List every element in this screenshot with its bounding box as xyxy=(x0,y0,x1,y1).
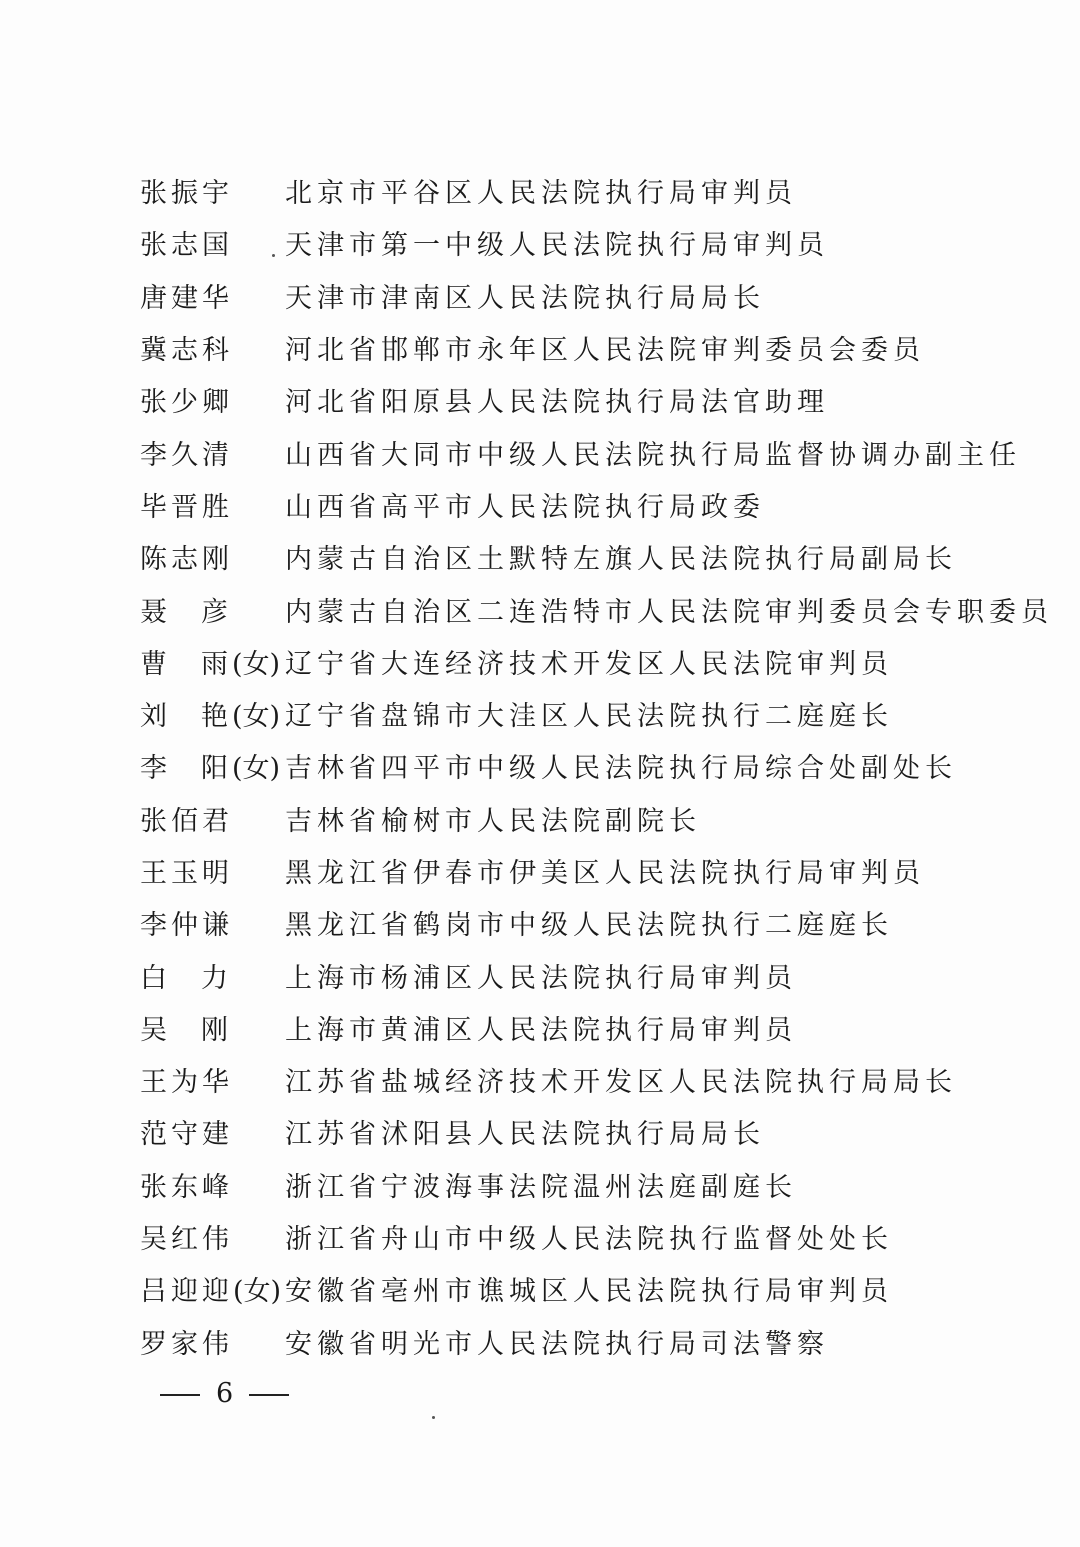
name-given: 刘 xyxy=(140,701,171,733)
list-item xyxy=(140,586,1053,638)
person-role: 上海市杨浦区人民法院执行局审判员 xyxy=(285,962,797,994)
list-item xyxy=(140,377,1040,429)
person-name xyxy=(140,639,285,691)
person-name xyxy=(140,1266,285,1318)
person-role: 安徽省明光市人民法院执行局司法警察 xyxy=(285,1328,829,1360)
person-role: 黑龙江省鹤岗市中级人民法院执行二庭庭长 xyxy=(285,910,893,942)
person-name xyxy=(140,587,285,639)
name-family: 雨 xyxy=(201,648,232,680)
list-item xyxy=(140,429,1040,481)
person-name: 王玉明 xyxy=(140,858,233,889)
person-name xyxy=(140,1005,285,1057)
list-item xyxy=(140,1214,1040,1266)
person-name xyxy=(140,743,285,795)
name-given: 吴 xyxy=(140,1014,171,1046)
person-role: 辽宁省大连经济技术开发区人民法院审判员 xyxy=(285,648,893,680)
person-role: 江苏省沭阳县人民法院执行局局长 xyxy=(285,1119,765,1151)
person-role: 安徽省亳州市谯城区人民法院执行局审判员 xyxy=(285,1276,893,1308)
person-role: 山西省大同市中级人民法院执行局监督协调办副主任 xyxy=(285,439,1021,471)
list-item xyxy=(140,325,1040,377)
list-item xyxy=(140,639,1040,691)
person-name xyxy=(140,691,285,743)
person-role: 天津市第一中级人民法院执行局审判员 xyxy=(285,230,829,262)
list-item xyxy=(140,534,1040,586)
name-given: 白 xyxy=(140,962,171,994)
person-name: 王为华 xyxy=(140,1067,233,1099)
list-item xyxy=(140,952,1040,1004)
person-role: 上海市黄浦区人民法院执行局审判员 xyxy=(285,1014,797,1046)
person-name: 张佰君 xyxy=(140,805,233,837)
name-family: 彦 xyxy=(201,596,232,628)
person-role: 浙江省宁波海事法院温州法庭副庭长 xyxy=(285,1171,797,1203)
gender-note: (女) xyxy=(232,701,281,733)
list-item xyxy=(140,1057,1040,1109)
list-item xyxy=(140,691,1040,743)
person-role: 黑龙江省伊春市伊美区人民法院执行局审判员 xyxy=(285,858,925,889)
list-item xyxy=(140,1319,1040,1371)
person-name: 唐建华 xyxy=(140,282,233,314)
name-text: 吕迎迎 xyxy=(140,1276,233,1308)
person-role: 河北省阳原县人民法院执行局法官助理 xyxy=(285,387,829,419)
dash-right xyxy=(249,1394,289,1396)
name-given: 李 xyxy=(140,753,171,785)
person-name: 范守建 xyxy=(140,1119,233,1151)
list-item xyxy=(140,900,1040,952)
list-item xyxy=(140,220,1040,272)
list-item xyxy=(140,482,1040,534)
person-name xyxy=(140,953,285,1005)
person-name: 李仲谦 xyxy=(140,910,233,942)
name-family: 力 xyxy=(201,962,232,994)
list-item xyxy=(140,1005,1040,1057)
list-item xyxy=(140,1162,1040,1214)
scan-speck xyxy=(432,1416,435,1419)
person-role: 辽宁省盘锦市大洼区人民法院执行二庭庭长 xyxy=(285,701,893,733)
person-role: 北京市平谷区人民法院执行局审判员 xyxy=(285,178,797,210)
person-role: 天津市津南区人民法院执行局局长 xyxy=(285,282,765,314)
list-item xyxy=(140,1266,1040,1318)
name-family: 刚 xyxy=(201,1014,232,1046)
list-item xyxy=(140,273,1040,325)
name-given: 曹 xyxy=(140,648,171,680)
gender-note: (女) xyxy=(233,1276,282,1308)
scan-speck xyxy=(272,254,275,257)
person-role: 浙江省舟山市中级人民法院执行监督处处长 xyxy=(285,1224,893,1256)
person-name: 张振宇 xyxy=(140,178,233,210)
person-role: 吉林省榆树市人民法院副院长 xyxy=(285,805,701,837)
name-given: 聂 xyxy=(140,596,171,628)
page-number: 6 xyxy=(216,1378,234,1409)
gender-note: (女) xyxy=(232,648,281,680)
name-list xyxy=(140,168,1053,1371)
person-role: 河北省邯郸市永年区人民法院审判委员会委员 xyxy=(285,335,925,367)
list-item xyxy=(140,743,1040,795)
person-name: 张志国 xyxy=(140,230,233,262)
dash-left xyxy=(160,1394,200,1396)
person-role: 江苏省盐城经济技术开发区人民法院执行局局长 xyxy=(285,1067,957,1099)
person-name: 张东峰 xyxy=(140,1171,233,1203)
person-role: 山西省高平市人民法院执行局政委 xyxy=(285,491,765,523)
person-role: 内蒙古自治区土默特左旗人民法院执行局副局长 xyxy=(285,544,957,576)
person-role: 吉林省四平市中级人民法院执行局综合处副处长 xyxy=(285,753,957,785)
person-name: 冀志科 xyxy=(140,335,233,367)
name-family: 阳 xyxy=(201,753,232,785)
list-item xyxy=(140,848,1040,900)
list-item xyxy=(140,796,1040,848)
person-name: 陈志刚 xyxy=(140,544,233,576)
person-name: 吴红伟 xyxy=(140,1224,233,1256)
list-item xyxy=(140,1109,1040,1161)
person-name: 罗家伟 xyxy=(140,1328,233,1360)
person-name: 张少卿 xyxy=(140,387,233,419)
page-footer xyxy=(160,1378,289,1409)
person-name: 李久清 xyxy=(140,439,233,471)
gender-note: (女) xyxy=(232,753,281,785)
person-role: 内蒙古自治区二连浩特市人民法院审判委员会专职委员 xyxy=(285,596,1053,628)
name-family: 艳 xyxy=(201,701,232,733)
person-name: 毕晋胜 xyxy=(140,491,233,523)
list-item xyxy=(140,168,1040,220)
